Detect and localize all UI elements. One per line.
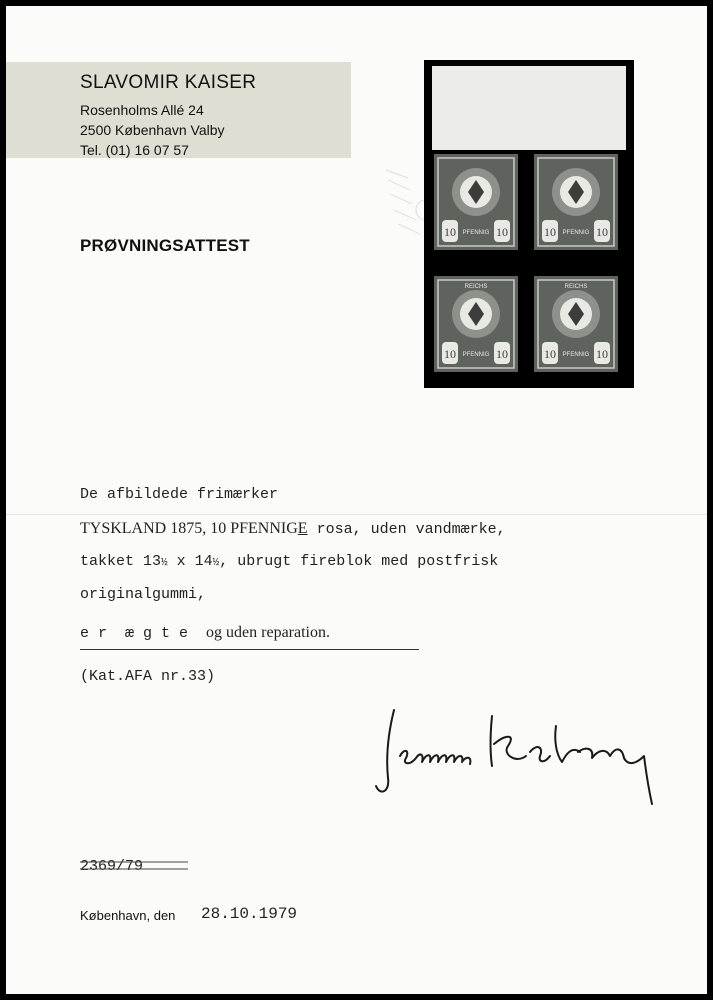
catalog-reference: (Kat.AFA nr.33) [80,668,216,685]
stamp-photo [424,60,634,388]
verdict-line [80,624,330,642]
stamp-value-right: 10 [496,225,508,239]
perf-text-c: , ubrugt fireblok med postfrisk [219,553,499,570]
perf-fraction-1: ½ [161,557,168,569]
perf-text-b: x 14 [167,553,213,570]
perf-text-a: takket 13 [80,553,162,570]
verdict-underline [80,649,419,650]
sender-street: Rosenholms Allé 24 [80,102,204,118]
perf-fraction-2: ½ [212,557,220,569]
place-label: København, den [80,908,176,923]
stamp-top-right [534,154,618,250]
stamp-denomination: PFENNIG [562,352,590,358]
body-gum: originalgummi, [80,586,207,603]
verdict-rest: og uden reparation. [206,624,330,641]
stamp-bottom-left [434,276,518,372]
sender-phone: Tel. (01) 16 07 57 [80,142,189,158]
document-title: PRØVNINGSATTEST [80,236,250,255]
signature [366,706,666,816]
body-line-perforation [80,553,498,570]
stamp-value-left: 10 [444,347,456,361]
verdict-genuine: e r æ g t e [80,625,189,642]
stamp-top-left [434,154,518,250]
stamp-denomination: PFENNIG [462,230,490,236]
fold-line [6,514,707,515]
letterhead [6,62,351,158]
stamp-value-left: 10 [544,347,556,361]
stamp-inscription: REICHS [564,284,588,290]
stamp-value-left: 10 [544,225,556,239]
sheet-margin [432,66,626,150]
certificate-sheet [6,6,707,994]
stamp-value-left: 10 [444,225,456,239]
issue-description: rosa, uden vandmærke, [307,521,506,538]
issue-text: TYSKLAND 1875, 10 PFENNIG [80,520,298,537]
stamp-bottom-right [534,276,618,372]
sender-city: 2500 København Valby [80,122,225,138]
date-value: 28.10.1979 [201,905,298,923]
certificate-number: 2369/79 [80,858,144,875]
stamp-denomination: PFENNIG [562,230,590,236]
body-intro: De afbildede frimærker [80,486,279,503]
certificate-number-strike [80,860,188,872]
sender-name: SLAVOMIR KAISER [80,72,257,93]
stamp-inscription: REICHS [464,284,488,290]
stamp-value-right: 10 [496,347,508,361]
issue-underlined-letter: E [297,520,308,537]
stamp-value-right: 10 [596,347,608,361]
stamp-denomination: PFENNIG [462,352,490,358]
stamp-value-right: 10 [596,225,608,239]
body-line-stamp-issue [80,520,506,538]
